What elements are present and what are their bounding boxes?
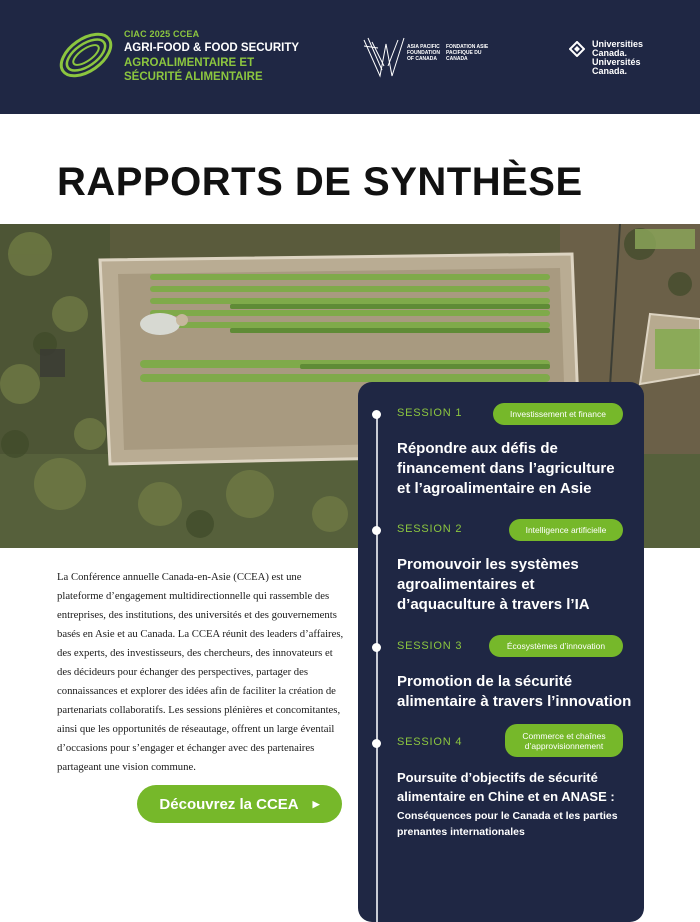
session-4-title: Poursuite d’objectifs de sécurité alimentaire en Chine et en ANASE : <box>397 770 615 804</box>
universities-canada-logo-mark <box>569 41 585 57</box>
ciac-year-label: CIAC 2025 CCEA <box>124 29 200 39</box>
session-4-subtitle: Conséquences pour le Canada et les parties prenantes internationales <box>397 810 618 838</box>
session-4-tag: Commerce et chaînes d’approvisionnement <box>505 724 623 757</box>
conference-title-fr-line1: AGROALIMENTAIRE ET <box>124 57 255 69</box>
page-title: RAPPORTS DE SYNTHÈSE <box>57 160 583 204</box>
conference-title-en: AGRI-FOOD & FOOD SECURITY <box>124 42 300 54</box>
session-4-label: SESSION 4 <box>397 736 463 748</box>
timeline-dot <box>372 526 381 535</box>
session-3-title: Promotion de la sécurité alimentaire à travers l’innovation <box>397 673 632 710</box>
apf-name-en: ASIA PACIFIC FOUNDATION OF CANADA <box>407 44 440 62</box>
session-1-tag: Investissement et finance <box>493 403 623 425</box>
timeline-dot <box>372 410 381 419</box>
play-arrow-icon: ▶ <box>312 798 320 809</box>
timeline-dot <box>372 643 381 652</box>
session-3-tag: Écosystèmes d’innovation <box>489 635 623 657</box>
header-banner <box>0 0 700 114</box>
session-2-tag: Intelligence artificielle <box>509 519 623 541</box>
conference-title-fr-line2: SÉCURITÉ ALIMENTAIRE <box>124 71 263 83</box>
discover-ccea-button[interactable] <box>137 785 342 823</box>
apf-logo-mark <box>362 36 406 78</box>
cta-label: Découvrez la CCEA <box>159 795 299 813</box>
intro-paragraph: La Conférence annuelle Canada-en-Asie (CCEA) est une plateforme d’engagement multidirectionnelle qui rassemble des entreprises, des institutions, des universités et des gouvernements basés en Asie et au Canada. La CCEA réunit des leaders d’affaires, des experts, des investisseurs, des chercheurs, des innovateurs et des décideurs pour échanger des perspectives, partager des connaissances et explorer des idées afin de faciliter la création de partenariats collaboratifs. Les sessions plénières et concomitantes, ainsi que les opportunités de réseautage, offrent un large éventail d’occasions pour s’engager et échanger avec des partenaires partageant une vision commune. <box>57 571 344 773</box>
session-3-label: SESSION 3 <box>397 640 463 652</box>
sessions-panel <box>358 382 644 922</box>
session-2-label: SESSION 2 <box>397 523 463 535</box>
session-1-title: Répondre aux défis de financement dans l’agriculture et l’agroalimentaire en Asie <box>397 440 615 497</box>
session-2-title: Promouvoir les systèmes agroalimentaires et d’aquaculture à travers l’IA <box>397 556 590 613</box>
timeline-line <box>376 412 378 922</box>
universities-canada-wordmark: Universities Canada. Universités Canada. <box>592 39 644 76</box>
timeline-dot <box>372 739 381 748</box>
session-1-label: SESSION 1 <box>397 407 463 419</box>
apf-name-fr: FONDATION ASIE PACIFIQUE DU CANADA <box>446 44 489 62</box>
ciac-rings-logo <box>55 26 117 84</box>
